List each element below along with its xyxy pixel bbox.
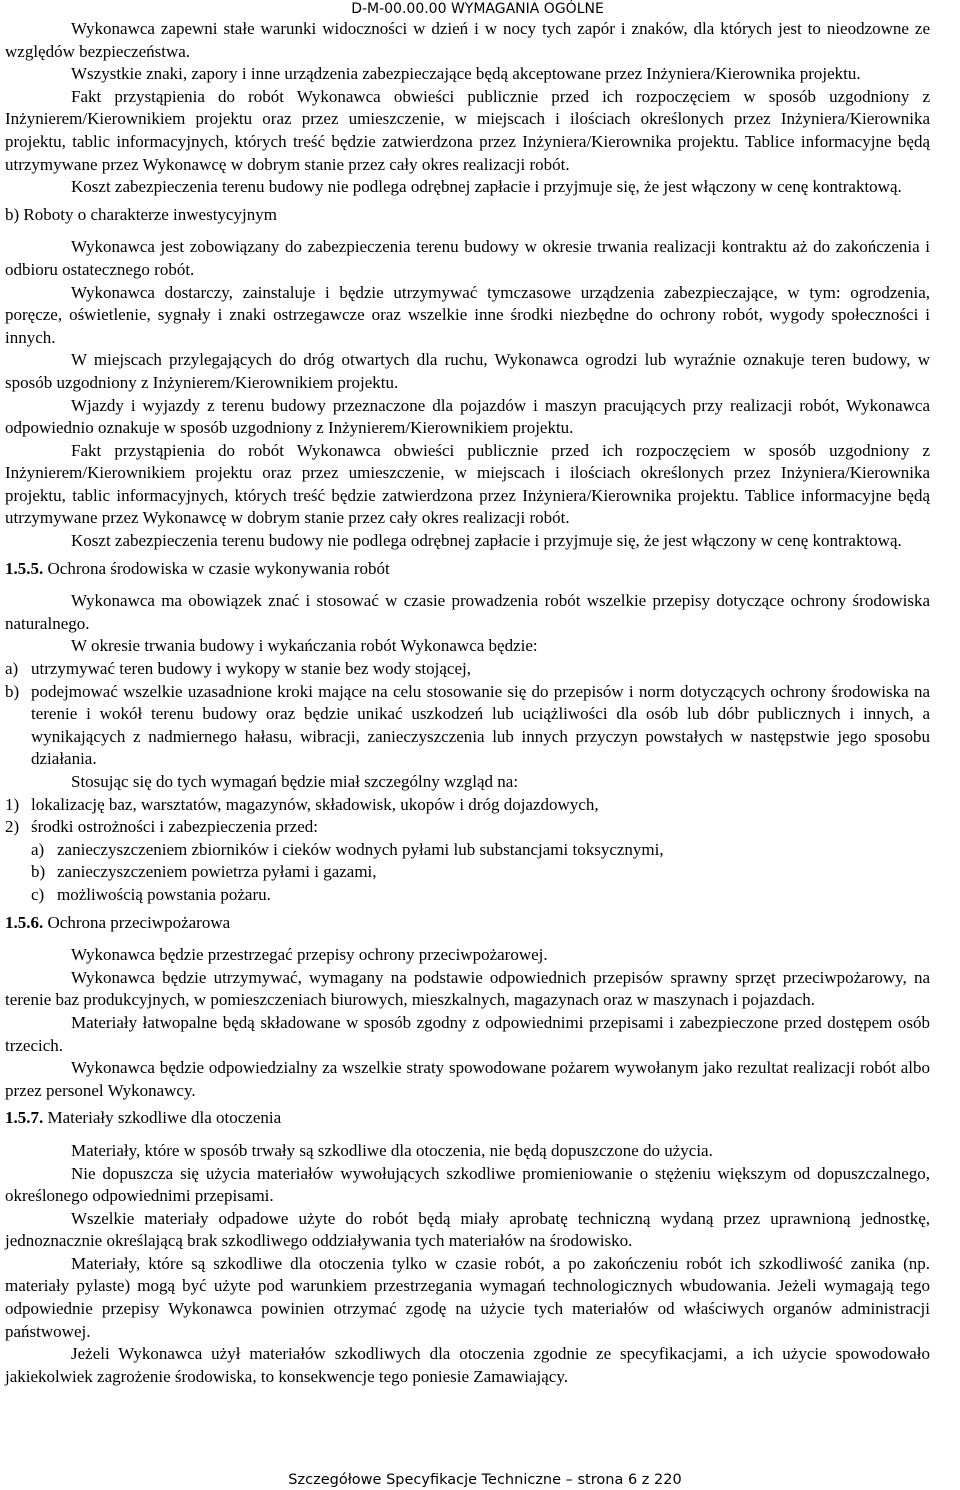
paragraph: Wszelkie materiały odpadowe użyte do robót będą miały aprobatę techniczną wydaną przez uprawnioną jednostkę, jednoznacznie określającą brak szkodliwego oddziaływania tych materiałów na środowisko. bbox=[5, 1208, 930, 1251]
list-item bbox=[5, 861, 930, 884]
list-text: podejmować wszelkie uzasadnione kroki mające na celu stosowanie się do przepisów i norm dotyczących ochrony środowiska na terenie i wokół terenu budowy oraz będzie unikać uszkodzeń lub uciążliwości dla osób lub dóbr publicznych i innych, a wynikających z nadmiernego hałasu, wibracji, zanieczyszczenia lub innych przyczyn powstałych w następstwie jego sposobu działania. bbox=[31, 681, 930, 769]
paragraph: Wykonawca zapewni stałe warunki widoczności w dzień i w nocy tych zapór i znaków, dla których jest to nieodzowne ze względów bezpieczeństwa. bbox=[5, 19, 930, 61]
paragraph: Materiały, które są szkodliwe dla otoczenia tylko w czasie robót, a po zakończeniu robót ich szkodliwość zanika (np. materiały pylaste) mogą być użyte pod warunkiem przestrzegania wymagań technologicznych wbudowania. Jeżeli wymagają tego odpowiednie przepisy Wykonawca powinien otrzymać zgodę na użycie tych materiałów od właściwych organów administracji państwowej. bbox=[5, 1253, 930, 1341]
list-item bbox=[5, 794, 930, 817]
list-marker: 2) bbox=[5, 817, 20, 837]
section-number: 1.5.7. bbox=[5, 1108, 44, 1128]
section-title: Ochrona środowiska w czasie wykonywania robót bbox=[47, 558, 390, 578]
list-item bbox=[5, 816, 930, 839]
paragraph: Wjazdy i wyjazdy z terenu budowy przeznaczone dla pojazdów i maszyn pracujących przy realizacji robót, Wykonawca odpowiednio oznakuje w sposób uzgodniony z Inżynierem/Kierownikiem projektu. bbox=[5, 395, 930, 438]
subsection-heading: b) Roboty o charakterze inwestycyjnym bbox=[5, 204, 277, 224]
section-number: 1.5.6. bbox=[5, 912, 44, 932]
paragraph: Wykonawca będzie utrzymywać, wymagany na podstawie odpowiednich przepisów sprawny sprzęt przeciwpożarowy, na terenie baz produkcyjnych, w pomieszczeniach biurowych, mieszkalnych, magazynach oraz w maszynach i pojazdach. bbox=[5, 967, 930, 1010]
list-marker: c) bbox=[31, 884, 45, 904]
section-number: 1.5.5. bbox=[5, 558, 44, 578]
section-heading-1-5-6 bbox=[5, 912, 930, 935]
list-text: zanieczyszczeniem powietrza pyłami i gazami, bbox=[57, 862, 377, 882]
list-item bbox=[5, 839, 930, 862]
paragraph: Wykonawca będzie przestrzegać przepisy ochrony przeciwpożarowej. bbox=[71, 945, 548, 965]
list-text: lokalizację baz, warsztatów, magazynów, składowisk, ukopów i dróg dojazdowych, bbox=[31, 794, 599, 814]
section-title: Materiały szkodliwe dla otoczenia bbox=[47, 1108, 282, 1128]
paragraph: W okresie trwania budowy i wykańczania robót Wykonawca będzie: bbox=[71, 636, 538, 656]
list-item bbox=[5, 658, 930, 681]
list-text: możliwością powstania pożaru. bbox=[57, 884, 271, 904]
list-marker: 1) bbox=[5, 794, 20, 814]
paragraph: Jeżeli Wykonawca użył materiałów szkodliwych dla otoczenia zgodnie ze specyfikacjami, a ich użycie spowodowało jakiekolwiek zagrożenie środowiska, to konsekwencje tego poniesie Zamawiający. bbox=[5, 1344, 930, 1386]
list-marker: a) bbox=[5, 659, 19, 679]
page-footer: Szczegółowe Specyfikacje Techniczne – strona 6 z 220 bbox=[288, 1472, 682, 1488]
paragraph: Fakt przystąpienia do robót Wykonawca obwieści publicznie przed ich rozpoczęciem w sposób uzgodniony z Inżynierem/Kierownikiem projektu oraz przez umieszczenie, w miejscach i ilościach określonych przez Inżyniera/Kierownika projektu, tablic informacyjnych, których treść będzie zatwierdzona przez Inżyniera/Kierownika projektu. Tablice informacyjne będą utrzymywane przez Wykonawcę w dobrym stanie przez cały okres realizacji robót. bbox=[5, 86, 930, 174]
paragraph: Wykonawca będzie odpowiedzialny za wszelkie straty spowodowane pożarem wywołanym jako rezultat realizacji robót albo przez personel Wykonawcy. bbox=[5, 1058, 930, 1100]
list-marker: a) bbox=[31, 839, 45, 859]
list-marker: b) bbox=[31, 862, 46, 882]
section-heading-1-5-5 bbox=[5, 558, 930, 581]
section-title: Ochrona przeciwpożarowa bbox=[47, 912, 231, 932]
list-text: zanieczyszczeniem zbiorników i cieków wodnych pyłami lub substancjami toksycznymi, bbox=[57, 839, 664, 859]
section-heading-1-5-7 bbox=[5, 1107, 930, 1130]
paragraph: Wykonawca ma obowiązek znać i stosować w czasie prowadzenia robót wszelkie przepisy dotyczące ochrony środowiska naturalnego. bbox=[5, 591, 930, 633]
paragraph: W miejscach przylegających do dróg otwartych dla ruchu, Wykonawca ogrodzi lub wyraźnie oznakuje teren budowy, w sposób uzgodniony z Inżynierem/Kierownikiem projektu. bbox=[5, 350, 930, 392]
paragraph: Koszt zabezpieczenia terenu budowy nie podlega odrębnej zapłacie i przyjmuje się, że jest włączony w cenę kontraktową. bbox=[71, 177, 902, 197]
list-marker: b) bbox=[5, 681, 20, 701]
paragraph: Fakt przystąpienia do robót Wykonawca obwieści publicznie przed ich rozpoczęciem w sposób uzgodniony z Inżynierem/Kierownikiem projektu oraz przez umieszczenie, w miejscach i ilościach określonych przez Inżyniera/Kierownika projektu, tablic informacyjnych, których treść będzie zatwierdzona przez Inżyniera/Kierownika projektu. Tablice informacyjne będą utrzymywane przez Wykonawcę w dobrym stanie przez cały okres realizacji robót. bbox=[5, 440, 930, 528]
list-text: środki ostrożności i zabezpieczenia przed: bbox=[31, 817, 318, 837]
paragraph: Wszystkie znaki, zapory i inne urządzenia zabezpieczające będą akceptowane przez Inżyniera/Kierownika projektu. bbox=[71, 64, 861, 84]
paragraph: Wykonawca dostarczy, zainstaluje i będzie utrzymywać tymczasowe urządzenia zabezpieczające, w tym: ogrodzenia, poręcze, oświetlenie, sygnały i znaki ostrzegawcze oraz wszelkie inne środki niezbędne do ochrony robót, wygody społeczności i innych. bbox=[5, 282, 930, 347]
list-item bbox=[5, 681, 930, 771]
paragraph: Materiały łatwopalne będą składowane w sposób zgodny z odpowiednimi przepisami i zabezpieczone przed dostępem osób trzecich. bbox=[5, 1012, 930, 1055]
paragraph: Koszt zabezpieczenia terenu budowy nie podlega odrębnej zapłacie i przyjmuje się, że jest włączony w cenę kontraktową. bbox=[71, 531, 902, 551]
list-item bbox=[5, 884, 930, 907]
list-text: utrzymywać teren budowy i wykopy w stanie bez wody stojącej, bbox=[31, 659, 471, 679]
paragraph: Wykonawca jest zobowiązany do zabezpieczenia terenu budowy w okresie trwania realizacji kontraktu aż do zakończenia i odbioru ostatecznego robót. bbox=[5, 237, 930, 279]
page-header: D-M-00.00.00 WYMAGANIA OGÓLNE bbox=[351, 1, 604, 17]
paragraph: Materiały, które w sposób trwały są szkodliwe dla otoczenia, nie będą dopuszczone do użycia. bbox=[71, 1140, 713, 1160]
paragraph: Stosując się do tych wymagań będzie miał szczególny wzgląd na: bbox=[71, 772, 519, 791]
paragraph: Nie dopuszcza się użycia materiałów wywołujących szkodliwe promieniowanie o stężeniu większym od dopuszczalnego, określonego odpowiednimi przepisami. bbox=[5, 1163, 930, 1206]
